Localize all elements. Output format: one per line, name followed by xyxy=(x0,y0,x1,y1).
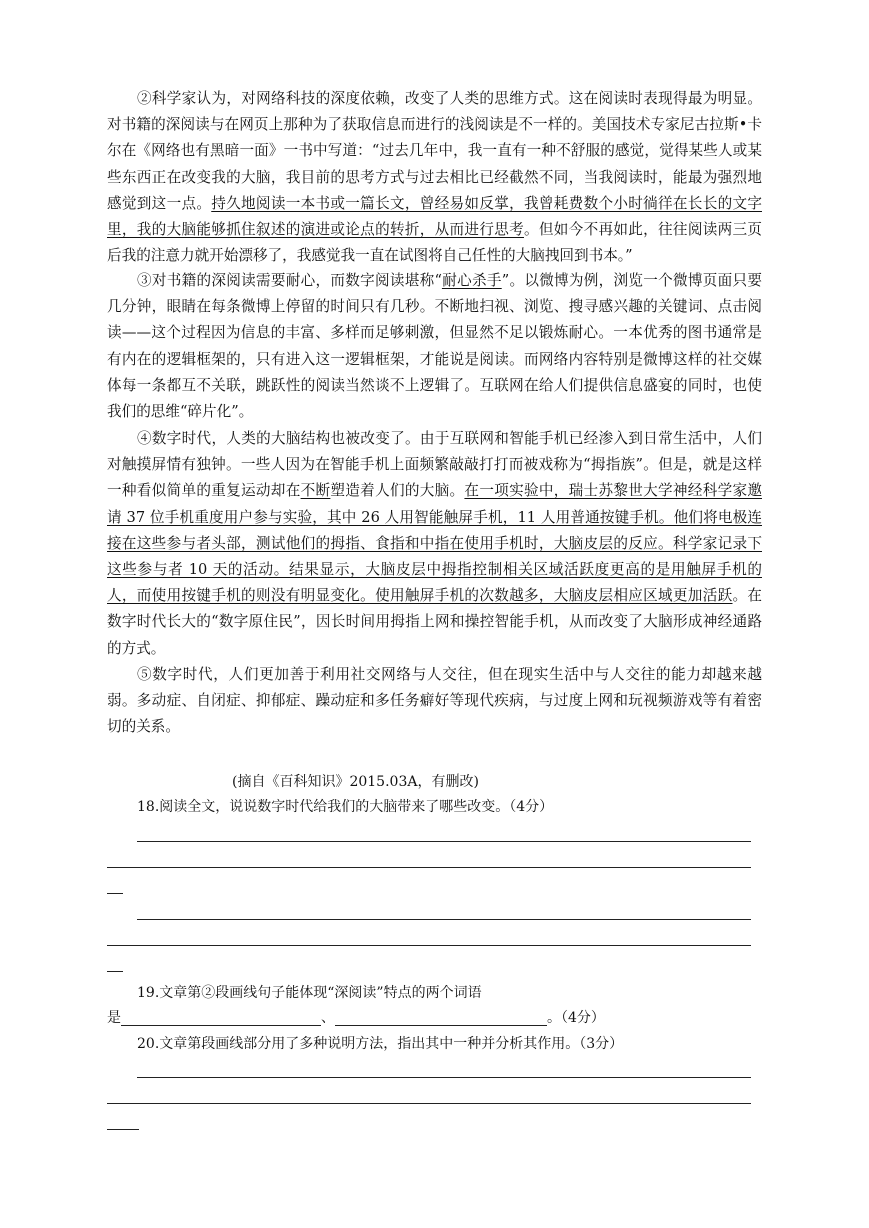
question-18: 18.阅读全文，说说数字时代给我们的大脑带来了哪些改变。（4分） xyxy=(137,799,554,815)
paragraph-5-text: ⑤数字时代，人们更加善于利用社交网络与人交往，但在现实生活中与人交往的能力却越来越弱。多动症、自闭症、抑郁症、躁动症和多任务癖好等现代疾病，与过度上网和玩视频游戏等有着密切的关系。 xyxy=(107,666,762,736)
q20-answer-line-2[interactable] xyxy=(107,1103,751,1104)
q20-answer-line-3[interactable] xyxy=(107,1129,139,1130)
paragraph-4-underlined-word: 不断 xyxy=(300,482,331,500)
paragraph-3 xyxy=(107,268,762,425)
paragraph-2-underlined-sentence: 持久地阅读一本书或一篇长文，曾经易如反掌，我曾耗费数个小时徜徉在长长的文字里，我的大脑能够抓住叙述的演进或论点的转折，从而进行思考 xyxy=(107,194,762,239)
q18-answer-line-5[interactable] xyxy=(107,945,751,946)
source-citation: (摘自《百科知识》2015.03A，有删改) xyxy=(232,774,479,790)
q18-answer-line-2[interactable] xyxy=(107,867,751,868)
paragraph-4-text-c: 。在数字时代长大的“数字原住民”，因长时间用拇指上网和操控智能手机，从而改变了大脑形成神经通路的方式。 xyxy=(107,587,762,657)
paragraph-3-text-a: ③对书籍的深阅读需要耐心，而数字阅读堪称“ xyxy=(137,272,442,289)
q19-prefix: 是 xyxy=(107,1010,121,1026)
paragraph-2-text-a: ②科学家认为，对网络科技的深度依赖，改变了人类的思维方式。这在阅读时表现得最为明显。对书籍的深阅读与在网页上那种为了获取信息而进行的浅阅读是不一样的。美国技术专家尼古拉斯•卡尔在《网络也有黑暗一面》一书中写道：“过去几年中，我一直有一种不舒服的感觉，觉得某些人或某些东西正在改变我的大脑，我目前的思考方式与过去相比已经截然不同，当我阅读时，能最为强烈地感觉到这一点。 xyxy=(107,90,762,212)
paragraph-3-underlined-phrase: 耐心杀手 xyxy=(441,272,502,289)
question-20: 20.文章第段画线部分用了多种说明方法，指出其中一种并分析其作用。（3分） xyxy=(137,1036,624,1052)
paragraph-3-text-b: ”。以微博为例，浏览一个微博页面只要几分钟，眼睛在每条微博上停留的时间只有几秒。不断地扫视、浏览、搜寻感兴趣的关键词、点击阅读——这个过程因为信息的丰富、多样而足够刺激，但显然不足以锻炼耐心。一本优秀的图书通常是有内在的逻辑框架的，只有进入这一逻辑框架，才能说是阅读。而网络内容特别是微博这样的社交媒体每一条都互不关联，跳跃性的阅读当然谈不上逻辑了。互联网在给人们提供信息盛宴的同时，也使我们的思维“碎片化”。 xyxy=(107,272,762,421)
q19-blank-1[interactable] xyxy=(121,1011,321,1026)
q19-suffix: 。（4分） xyxy=(547,1010,605,1026)
paragraph-4-text-a: ④数字时代，人类的大脑结构也被改变了。由于互联网和智能手机已经渗入到日常生活中，人们对触摸屏情有独钟。一些人因为在智能手机上面频繁敲敲打打而被戏称为“拇指族”。但是，就是这样一种看似简单的重复运动却在 xyxy=(107,430,762,500)
q20-answer-line-1[interactable] xyxy=(137,1077,751,1078)
paragraph-2-text-b: 。但如今不再如此，往往阅读两三页后我的注意力就开始漂移了，我感觉我一直在试图将自己任性的大脑拽回到书本。” xyxy=(107,221,762,265)
question-19-answer-row xyxy=(107,1007,605,1029)
paragraph-2 xyxy=(107,86,762,269)
q18-answer-line-4[interactable] xyxy=(137,919,751,920)
q19-separator: 、 xyxy=(321,1010,335,1026)
q19-blank-2[interactable] xyxy=(335,1011,547,1026)
q18-answer-line-1[interactable] xyxy=(137,841,751,842)
paragraph-4-underlined-experiment: 在一项实验中，瑞士苏黎世大学神经科学家邀请 37 位手机重度用户参与实验，其中 26 人用智能触屏手机，11 人用普通按键手机。他们将电极连接在这些参与者头部，测试他们的拇指、食指和中指在使用手机时，大脑皮层的反应。科学家记录下这些参与者 10 天的活动。结果显示，大脑皮层中拇指控制相关区域活跃度更高的是用触屏手机的人，而使用按键手机的则没有明显变化。使用触屏手机的次数越多，大脑皮层相应区域更加活跃 xyxy=(107,482,762,605)
paragraph-5 xyxy=(107,662,762,741)
paragraph-4 xyxy=(107,426,762,662)
q18-answer-line-6[interactable] xyxy=(107,971,123,972)
q18-answer-line-3[interactable] xyxy=(107,893,123,894)
question-19: 19.文章第②段画线句子能体现“深阅读”特点的两个词语 xyxy=(137,985,482,1001)
paragraph-4-text-b: 塑造着人们的大脑。 xyxy=(330,482,465,500)
